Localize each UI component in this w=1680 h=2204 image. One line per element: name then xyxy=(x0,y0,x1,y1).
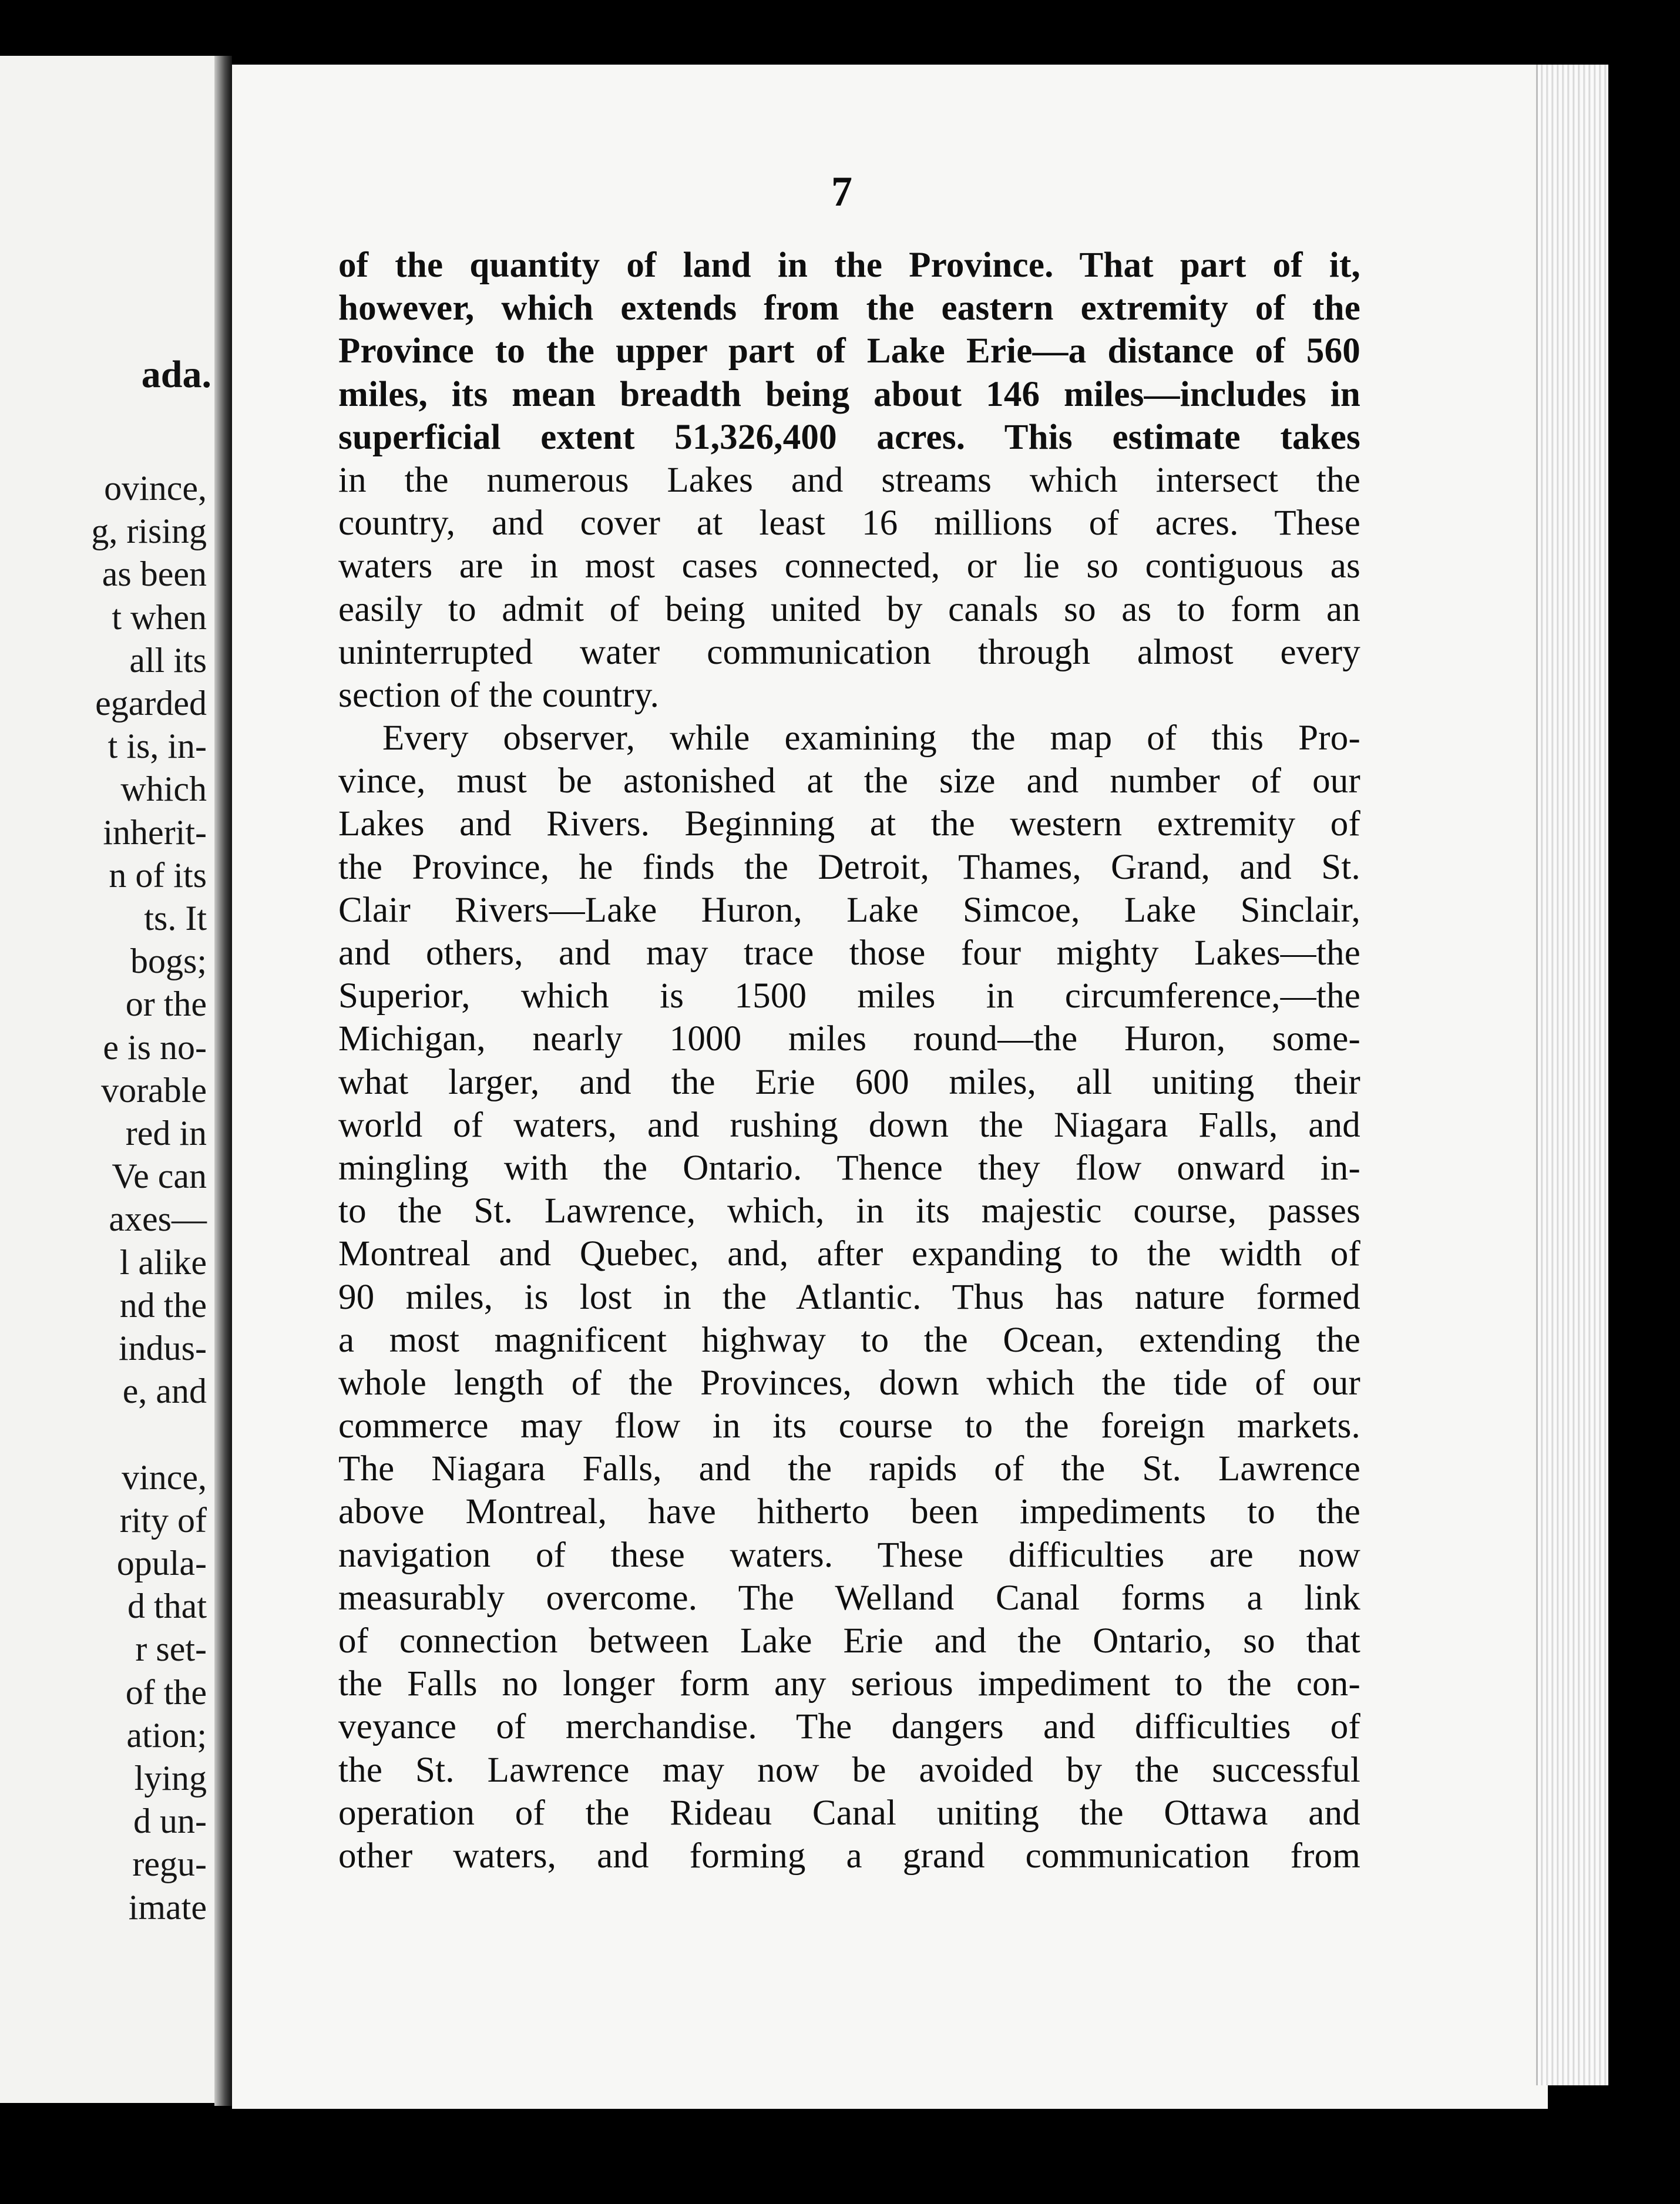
left-text-line: d un- xyxy=(133,1802,207,1841)
left-text-line: regu- xyxy=(132,1844,207,1884)
text-line: the Province, he finds the Detroit, Thames, Grand, and St. xyxy=(338,847,1360,887)
text-line: measurably overcome. The Welland Canal forms a link xyxy=(338,1578,1360,1618)
text-line: however, which extends from the eastern extremity of the xyxy=(338,288,1360,328)
text-line: mingling with the Ontario. Thence they flow onward in- xyxy=(338,1148,1360,1188)
text-line: of the quantity of land in the Province. That part of it, xyxy=(338,246,1360,285)
left-text-line: vorable xyxy=(101,1070,207,1110)
left-text-line: red in xyxy=(125,1114,207,1153)
text-line: country, and cover at least 16 millions of acres. These xyxy=(338,503,1360,543)
left-text-line: inherit- xyxy=(103,812,207,852)
text-line: the Falls no longer form any serious impediment to the con- xyxy=(338,1664,1360,1704)
text-line: above Montreal, have hitherto been impediments to the xyxy=(338,1492,1360,1532)
left-text-line: axes— xyxy=(109,1200,207,1239)
text-line: navigation of these waters. These difficulties are now xyxy=(338,1535,1360,1575)
text-line: to the St. Lawrence, which, in its majestic course, passes xyxy=(338,1191,1360,1231)
text-line: operation of the Rideau Canal uniting the Ottawa and xyxy=(338,1793,1360,1833)
text-line: superficial extent 51,326,400 acres. This estimate takes xyxy=(338,417,1360,457)
text-line: Clair Rivers—Lake Huron, Lake Simcoe, Lake Sinclair, xyxy=(338,890,1360,930)
text-line: of connection between Lake Erie and the Ontario, so that xyxy=(338,1621,1360,1661)
left-text-line: ation; xyxy=(126,1715,207,1755)
text-line: 90 miles, is lost in the Atlantic. Thus has nature formed xyxy=(338,1277,1360,1317)
left-text-line: which xyxy=(120,770,207,809)
text-line: veyance of merchandise. The dangers and difficulties of xyxy=(338,1707,1360,1747)
text-line: Michigan, nearly 1000 miles round—the Huron, some- xyxy=(338,1019,1360,1059)
text-line: The Niagara Falls, and the rapids of the St. Lawrence xyxy=(338,1449,1360,1489)
body-text xyxy=(338,244,1360,1877)
text-line: easily to admit of being united by canals so as to form an xyxy=(338,589,1360,629)
text-line: Lakes and Rivers. Beginning at the western extremity of xyxy=(338,804,1360,844)
text-line: whole length of the Provinces, down which the tide of our xyxy=(338,1363,1360,1403)
text-line: other waters, and forming a grand communication from xyxy=(338,1836,1360,1876)
left-page-title-fragment: ada. xyxy=(141,353,211,396)
left-text-line: vince, xyxy=(122,1457,207,1497)
text-line: miles, its mean breadth being about 146 miles—includes in xyxy=(338,374,1360,414)
text-line: commerce may flow in its course to the foreign markets. xyxy=(338,1406,1360,1446)
left-text-line: of the xyxy=(125,1672,207,1712)
left-text-line: t is, in- xyxy=(107,727,207,766)
text-line: the St. Lawrence may now be avoided by the successful xyxy=(338,1750,1360,1790)
left-text-line: ts. It xyxy=(144,899,207,938)
text-line: Superior, which is 1500 miles in circumference,—the xyxy=(338,976,1360,1016)
text-line: section of the country. xyxy=(338,675,660,715)
left-text-line: e is no- xyxy=(103,1027,207,1067)
left-text-line: l alike xyxy=(119,1242,207,1282)
text-line: in the numerous Lakes and streams which intersect the xyxy=(338,460,1360,500)
left-text-line: all its xyxy=(129,640,207,680)
text-line: Every observer, while examining the map of this Pro- xyxy=(382,718,1360,758)
left-text-line: bogs; xyxy=(130,942,207,981)
left-text-line: as been xyxy=(102,555,207,594)
left-page xyxy=(0,56,223,2103)
text-line: uninterrupted water communication through almost every xyxy=(338,632,1360,672)
left-text-line: opula- xyxy=(116,1544,207,1583)
left-text-line: lying xyxy=(134,1759,207,1798)
left-text-line: or the xyxy=(125,985,207,1024)
text-line: and others, and may trace those four mighty Lakes—the xyxy=(338,933,1360,973)
left-text-line: r set- xyxy=(135,1630,207,1669)
left-text-line: imate xyxy=(128,1887,207,1927)
text-line: a most magnificent highway to the Ocean, extending the xyxy=(338,1320,1360,1360)
text-line: vince, must be astonished at the size and number of our xyxy=(338,761,1360,801)
left-text-line: e, and xyxy=(122,1372,207,1411)
left-text-line: g, rising xyxy=(91,512,207,551)
left-text-line: rity of xyxy=(119,1500,207,1540)
text-line: Montreal and Quebec, and, after expanding to the width of xyxy=(338,1234,1360,1274)
left-text-line: egarded xyxy=(95,684,207,723)
text-line: what larger, and the Erie 600 miles, all uniting their xyxy=(338,1062,1360,1102)
text-line: world of waters, and rushing down the Niagara Falls, and xyxy=(338,1105,1360,1145)
book-gutter xyxy=(214,56,232,2106)
left-text-line: nd the xyxy=(119,1285,207,1325)
left-text-line: n of its xyxy=(109,855,207,895)
left-text-line: indus- xyxy=(119,1329,207,1368)
left-text-line: d that xyxy=(127,1587,207,1626)
page-number: 7 xyxy=(831,168,852,215)
left-text-line: Ve can xyxy=(112,1157,207,1196)
page-edges xyxy=(1536,65,1608,2085)
text-line: waters are in most cases connected, or lie so contiguous as xyxy=(338,546,1360,586)
left-text-line: t when xyxy=(112,597,207,637)
left-text-line: ovince, xyxy=(104,469,207,508)
text-line: Province to the upper part of Lake Erie—a distance of 560 xyxy=(338,331,1360,371)
